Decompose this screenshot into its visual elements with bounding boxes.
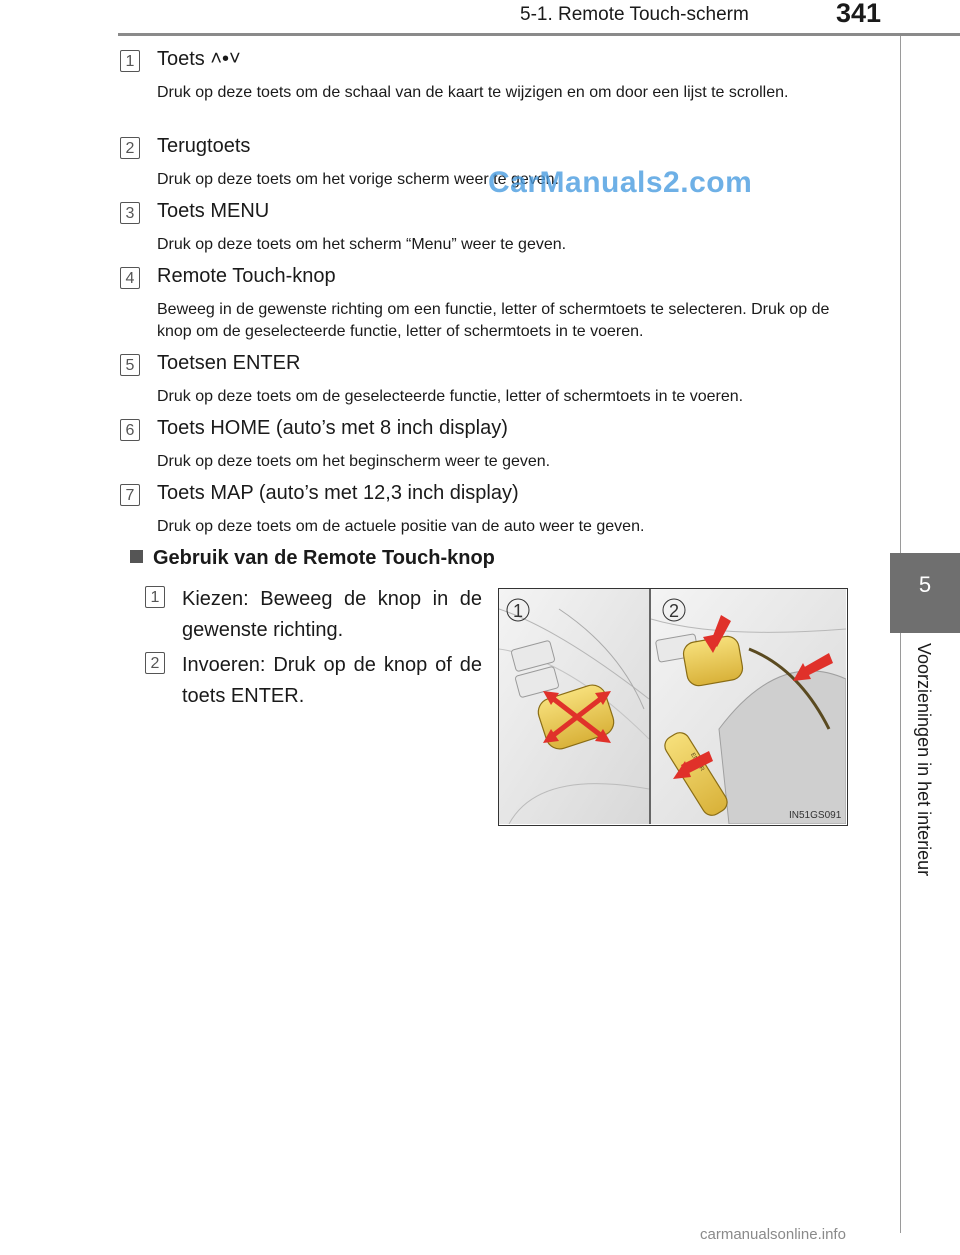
- item-title: Remote Touch-knop: [157, 265, 336, 287]
- section-heading-text: Gebruik van de Remote Touch-knop: [153, 547, 495, 569]
- figure-code: IN51GS091: [789, 810, 842, 821]
- remote-touch-illustration: [498, 588, 848, 826]
- item-number-badge: 7: [120, 484, 140, 506]
- page-header: [0, 0, 960, 40]
- item-description: Druk op deze toets om de geselecteerde functie, letter of schermtoets in te voeren.: [157, 388, 744, 405]
- item-description: Druk op deze toets om het beginscherm weer te geven.: [157, 453, 551, 470]
- panel-label-1: 1: [513, 601, 524, 621]
- item-number-badge: 1: [120, 50, 140, 72]
- item-description: Druk op deze toets om het scherm “Menu” weer te geven.: [157, 236, 567, 253]
- item-number-badge: 5: [120, 354, 140, 376]
- item-number-badge: 2: [120, 137, 140, 159]
- item-title: Toets HOME (auto’s met 8 inch display): [157, 417, 508, 439]
- item-title: Terugtoets: [157, 135, 251, 157]
- header-section-title: 5-1. Remote Touch-scherm: [520, 4, 749, 25]
- panel-enter: [651, 589, 846, 824]
- step-number-badge: 1: [145, 586, 165, 608]
- item-title: Toets ˄•˅: [157, 48, 241, 70]
- square-bullet-icon: [130, 550, 143, 563]
- header-rule: [118, 33, 960, 36]
- step-text: Invoeren: Druk op de knop of de toets ENTER.: [182, 654, 482, 707]
- panel-select: [499, 589, 649, 824]
- item-number-badge: 6: [120, 419, 140, 441]
- chapter-title: Voorzieningen in het interieur: [914, 643, 934, 877]
- item-description: Druk op deze toets om de actuele positie van de auto weer te geven.: [157, 518, 645, 535]
- chapter-number: 5: [918, 572, 932, 597]
- footer-watermark: carmanualsonline.info: [700, 1226, 846, 1243]
- item-description: Druk op deze toets om het vorige scherm weer te geven.: [157, 171, 559, 188]
- watermark-text: CarManuals2.com: [488, 166, 753, 199]
- step-text: Kiezen: Beweeg de knop in de gewenste richting.: [182, 588, 482, 641]
- item-title: Toets MAP (auto’s met 12,3 inch display): [157, 482, 519, 504]
- chapter-side-tab: [890, 0, 960, 1255]
- item-number-badge: 3: [120, 202, 140, 224]
- item-description: Beweeg in de gewenste richting om een functie, letter of schermtoets te selecteren. Druk op de knop om de geselecteerde functie, letter of schermtoets in te voeren.: [157, 301, 830, 340]
- item-title: Toetsen ENTER: [157, 352, 301, 374]
- item-title: Toets MENU: [157, 200, 270, 222]
- side-divider-top: [900, 36, 960, 553]
- remote-touch-figure: [499, 589, 846, 824]
- page-number: 341: [836, 0, 882, 28]
- item-description: Druk op deze toets om de schaal van de kaart te wijzigen en om door een lijst te scrollen.: [157, 84, 789, 101]
- section-heading: [130, 547, 495, 570]
- panel-label-2: 2: [669, 601, 680, 621]
- step-number-badge: 2: [145, 652, 165, 674]
- item-number-badge: 4: [120, 267, 140, 289]
